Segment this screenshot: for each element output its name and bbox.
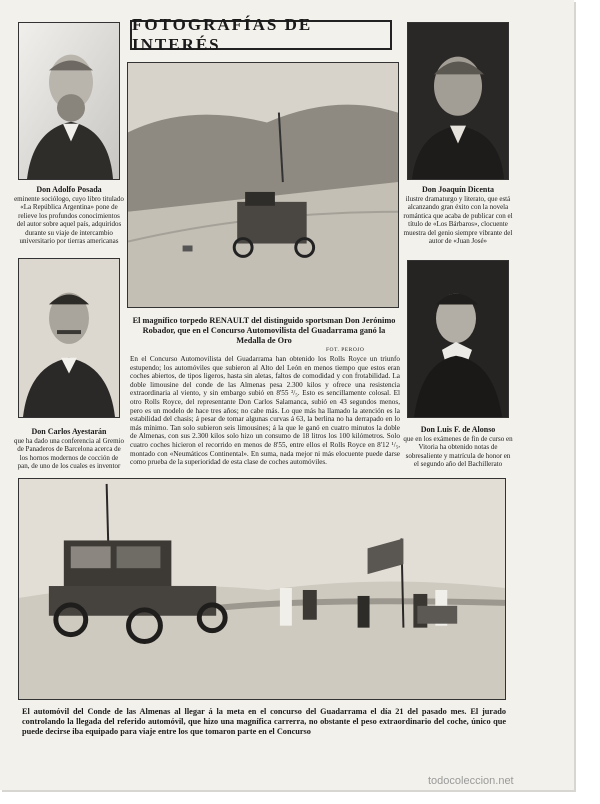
portrait-name-posada: Don Adolfo Posada bbox=[36, 185, 102, 194]
portrait-bio-alonso: que en los exámenes de fin de curso en Vitoria ha obtenido notas de sobresaliente y matrícula de honor en el segundo año del Bachillerato bbox=[403, 435, 513, 469]
page-title: FOTOGRAFÍAS DE INTERÉS bbox=[130, 20, 392, 50]
portrait-name-alonso: Don Luis F. de Alonso bbox=[420, 425, 496, 434]
renault-caption: El magnífico torpedo RENAULT del distinguido sportsman Don Jerónimo Robador, que en el Concurso Automovilista del Guadarrama ganó la Medalla de Oro bbox=[132, 316, 396, 345]
portrait-bio-dicenta: ilustre dramaturgo y literato, que está alcanzando gran éxito con la novela romántica que acaba de publicar con el título de «Los Bárbaros», clocuente muestra del genio siempre vibrante del autor de «Juan José» bbox=[403, 195, 513, 246]
photo-credit: FOT. PEROJO bbox=[326, 347, 365, 353]
almenas-caption: El automóvil del Conde de las Almenas al llegar á la meta en el concurso del Guadarrama el día 21 del pasado mes. El jurado controlando la llegada del referido automóvil, que hizo una magnífica carrerra, no obstante el peso extraordinario del coche, único que puede decirse iba equipado para viaje entre los que tomaron parte en el Concurso bbox=[22, 707, 506, 736]
portrait-photo-dicenta bbox=[407, 22, 509, 180]
watermark: todocoleccion.net bbox=[428, 775, 514, 787]
portrait-photo-alonso bbox=[407, 260, 509, 418]
portrait-bio-ayestaran: que ha dado una conferencia al Gremio de Panaderos de Barcelona acerca de los hornos modernos de cocción de pan, de uno de los cuales es inventor bbox=[14, 437, 125, 471]
renault-photo bbox=[127, 62, 399, 308]
portrait-photo-posada bbox=[18, 22, 120, 180]
portrait-photo-ayestaran bbox=[18, 258, 120, 418]
portrait-bio-posada: eminente sociólogo, cuyo libro titulado «La República Argentina» pone de relieve los profundos conocimientos del autor sobre aquel país, adquiridos durante su viaje de intercambio universitario por tierras americanas bbox=[14, 195, 124, 246]
article-body: En el Concurso Automovilista del Guadarrama han obtenido los Rolls Royce un triunfo estupendo; los automóviles que subieron al Alto del León en menos tiempo que estos eran coches abiertos, de tipos ligeros, hasta sin aletas, faltos de comodidad y con frotabilidad. La doble limousine del conde de las Almenas pesa 2.300 kilos y ofrece una resistencia extraordinaria al viento, y sin embargo subió en 8'55 ²/₅. Esto es sencillamente colosal. El otro Rolls Royce, del representante Don Carlos Salamanca, subió en 43 segundos menos, pero es un modelo de hace tres años; no cabe más. Lo que más ha llamado la atención es la estabilidad del chasis; á pesar de tomar algunas curvas á 63, la berlina no ha derrapado en lo más mínimo. Tan solo subieron seis limousines; á la que le ganó en cuatro minutos la doble de Almenas, con sus 2.300 kilos solo hizo un consumo de 18 litros los 100 kilómetros. Solo cuatro coches hicieron el recorrido en menos de 8'55, entre ellos el Rolls Royce en 8'12 ¹/₅, montado con «Neumáticos Continental». En suma, nada mejor ni más elocuente puede darse como prueba de la superioridad de esta clase de coches automóviles. bbox=[130, 355, 400, 467]
almenas-photo bbox=[18, 478, 506, 700]
portrait-name-ayestaran: Don Carlos Ayestarán bbox=[31, 427, 107, 436]
portrait-name-dicenta: Don Joaquín Dicenta bbox=[421, 185, 494, 194]
